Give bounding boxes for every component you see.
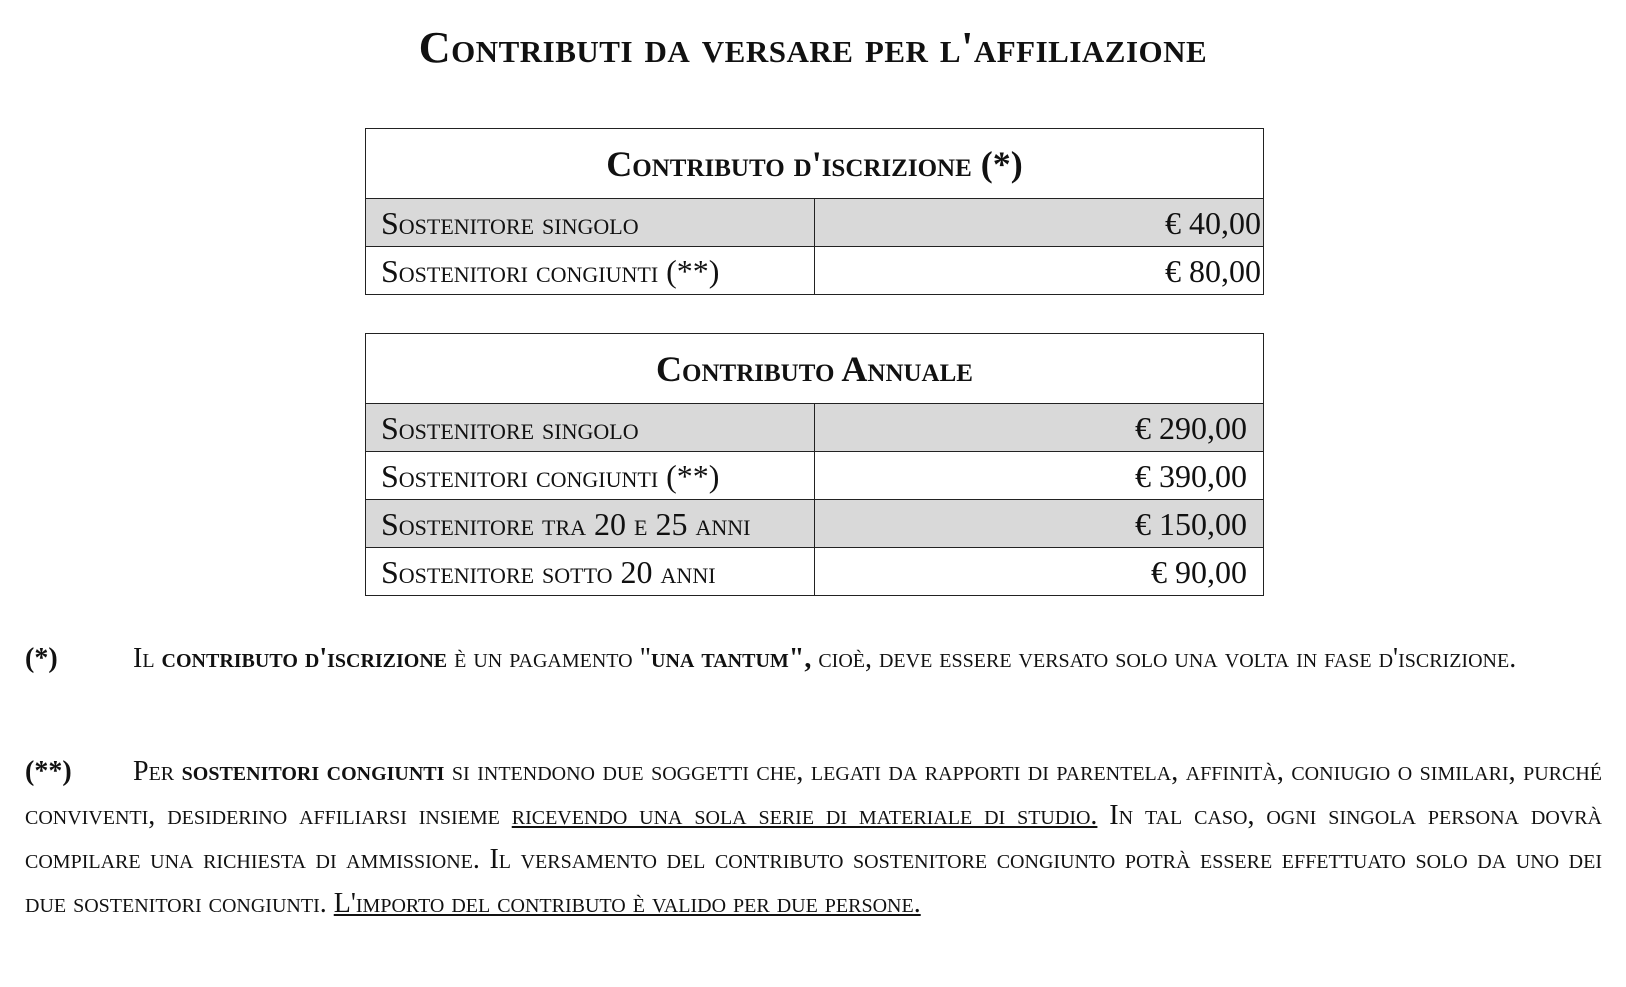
- footnote-congiunti: [25, 750, 1602, 926]
- table-row: [366, 404, 1264, 452]
- row-label: Sostenitore singolo: [366, 404, 815, 452]
- table-row: [366, 247, 1264, 295]
- table-contributo-iscrizione: [365, 128, 1264, 295]
- table-heading-annuale: Contributo Annuale: [366, 334, 1264, 404]
- table-row: [366, 548, 1264, 596]
- footnote-bold-term: una tantum",: [651, 643, 812, 674]
- footnote-underlined-text: L'importo del contributo è valido per due persone.: [333, 888, 921, 919]
- row-amount: € 390,00: [815, 452, 1264, 500]
- table-row: [366, 452, 1264, 500]
- footnote-text: In tal caso, ogni singola persona dovrà compilare una richiesta di ammissione. Il versamento del contributo sostenitore congiunto potrà essere effettuato solo da uno dei due sostenitori congiunti.: [25, 800, 1602, 919]
- footnote-bold-term: sostenitori congiunti: [181, 756, 445, 787]
- row-label: Sostenitore tra 20 e 25 anni: [366, 500, 815, 548]
- row-amount: € 80,00: [815, 247, 1264, 295]
- table-row: [366, 500, 1264, 548]
- footnote-text: Il: [133, 643, 162, 674]
- footnote-text: è un pagamento ": [447, 643, 652, 674]
- footnote-marker: (**): [25, 756, 72, 787]
- footnote-text: Per: [133, 756, 182, 787]
- row-amount: € 290,00: [815, 404, 1264, 452]
- row-label: Sostenitori congiunti (**): [366, 452, 815, 500]
- footnote-marker: (*): [25, 643, 58, 674]
- row-label: Sostenitore sotto 20 anni: [366, 548, 815, 596]
- footnote-bold-term: contributo d'iscrizione: [161, 643, 448, 674]
- row-label: Sostenitore singolo: [366, 199, 815, 247]
- footnote-iscrizione: [25, 637, 1602, 681]
- footnote-underlined-text: ricevendo una sola serie di materiale di studio.: [511, 800, 1098, 831]
- row-label: Sostenitori congiunti (**): [366, 247, 815, 295]
- page-title: Contributi da versare per l'affiliazione: [418, 23, 1208, 72]
- row-amount: € 40,00: [815, 199, 1264, 247]
- table-row: [366, 199, 1264, 247]
- row-amount: € 150,00: [815, 500, 1264, 548]
- table-heading-iscrizione: Contributo d'iscrizione (*): [366, 129, 1264, 199]
- table-contributo-annuale: [365, 333, 1264, 596]
- footnote-text: cioè, deve essere versato solo una volta in fase d'iscrizione.: [811, 643, 1517, 674]
- row-amount: € 90,00: [815, 548, 1264, 596]
- footnote-text: si intendono due soggetti che, legati da rapporti di parentela, affinità, coniugio o similari, purché conviventi, desiderino affiliarsi insieme: [25, 756, 1602, 831]
